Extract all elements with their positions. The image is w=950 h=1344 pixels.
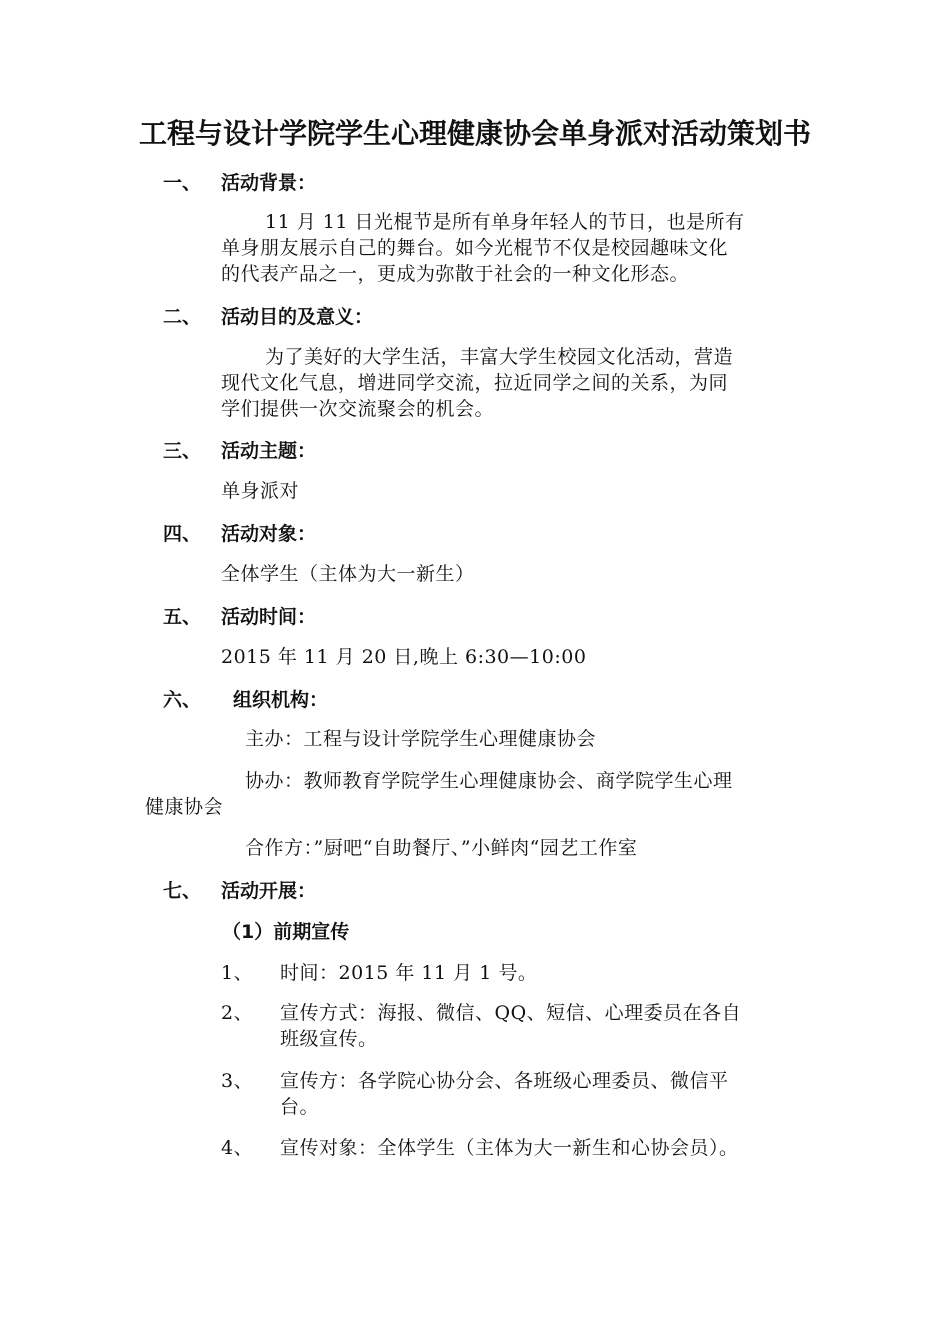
section-5-number: 五、	[163, 606, 202, 628]
list-item-1-number: 1、	[221, 962, 254, 984]
section-7-subheading: （1）前期宣传	[222, 921, 350, 943]
section-5-heading: 活动时间：	[221, 606, 317, 628]
section-3-number: 三、	[163, 440, 202, 462]
section-4-heading: 活动对象：	[221, 523, 317, 545]
section-3-heading: 活动主题：	[221, 440, 317, 462]
section-7-number: 七、	[163, 880, 202, 902]
list-item-1-text: 时间：2015 年 11 月 1 号。	[280, 962, 538, 984]
section-2-number: 二、	[163, 306, 202, 328]
section-2-line-2: 现代文化气息，增进同学交流，拉近同学之间的关系，为同	[221, 372, 729, 394]
section-4-text: 全体学生（主体为大一新生）	[221, 563, 475, 585]
list-item-2-number: 2、	[221, 1002, 254, 1024]
section-1-line-2: 单身朋友展示自己的舞台。如今光棍节不仅是校园趣味文化	[221, 237, 729, 259]
section-3-text: 单身派对	[221, 480, 300, 502]
section-6-heading: 组织机构：	[233, 689, 329, 711]
section-1-line-3: 的代表产品之一，更成为弥散于社会的一种文化形态。	[221, 263, 690, 285]
section-1-heading: 活动背景：	[221, 172, 317, 194]
section-1-line-1: 11 月 11 日光棍节是所有单身年轻人的节日，也是所有	[265, 211, 745, 233]
section-5-text: 2015 年 11 月 20 日,晚上 6:30—10:00	[221, 646, 587, 668]
list-item-3-line-2: 台。	[280, 1096, 320, 1118]
list-item-4-number: 4、	[221, 1137, 254, 1159]
section-1-number: 一、	[163, 172, 202, 194]
section-7-heading: 活动开展：	[221, 880, 317, 902]
section-6-host: 主办：工程与设计学院学生心理健康协会	[245, 728, 597, 750]
section-6-partner: 合作方：”厨吧“自助餐厅、”小鲜肉“园艺工作室	[245, 837, 638, 859]
list-item-3-line-1: 宣传方：各学院心协分会、各班级心理委员、微信平	[280, 1070, 729, 1092]
section-2-heading: 活动目的及意义：	[221, 306, 374, 328]
list-item-2-line-2: 班级宣传。	[280, 1028, 378, 1050]
section-6-co-organizer-line-1: 协办：教师教育学院学生心理健康协会、商学院学生心理	[245, 770, 733, 792]
section-6-co-organizer-line-2: 健康协会	[145, 796, 224, 818]
document-title: 工程与设计学院学生心理健康协会单身派对活动策划书	[138, 117, 811, 150]
section-4-number: 四、	[163, 523, 202, 545]
list-item-3-number: 3、	[221, 1070, 254, 1092]
list-item-2-line-1: 宣传方式：海报、微信、QQ、短信、心理委员在各自	[280, 1002, 742, 1024]
section-6-number: 六、	[163, 689, 202, 711]
list-item-4-text: 宣传对象：全体学生（主体为大一新生和心协会员）。	[280, 1137, 739, 1159]
section-2-line-3: 学们提供一次交流聚会的机会。	[221, 398, 495, 420]
section-2-line-1: 为了美好的大学生活，丰富大学生校园文化活动，营造	[265, 346, 734, 368]
